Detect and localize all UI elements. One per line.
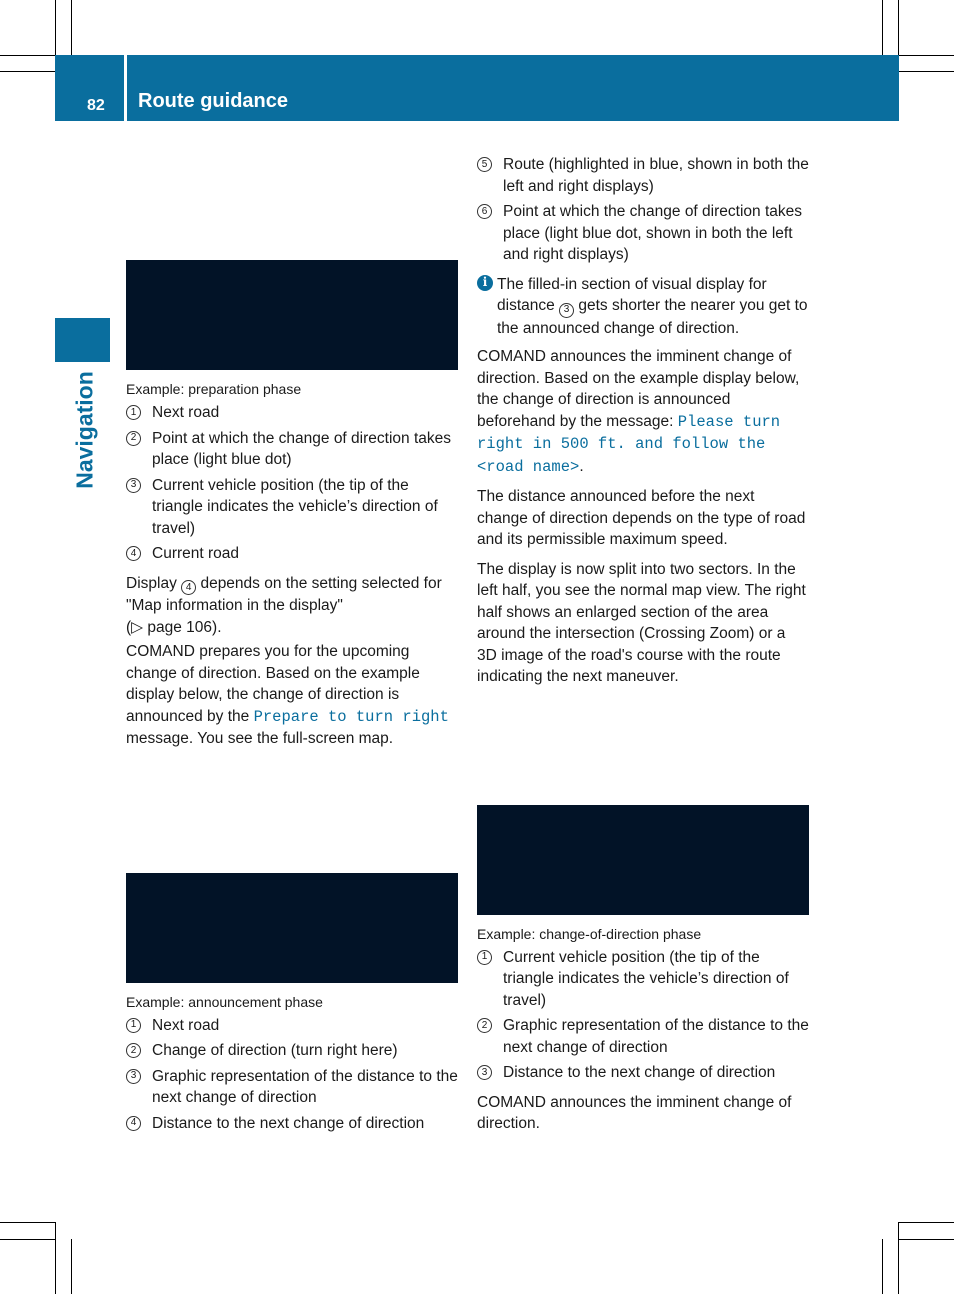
list-item-text: Next road [152, 1016, 220, 1034]
info-note [477, 274, 809, 340]
list-item [477, 1015, 809, 1058]
paragraph: The distance announced before the next change of direction depends on the type of road and its permissible maximum speed. [477, 488, 806, 548]
list-item [126, 1015, 458, 1037]
crop-mark [0, 71, 55, 72]
list-item-text: Current road [152, 545, 240, 562]
list-item-text: Distance to the next change of direction [152, 1114, 425, 1132]
list-item [126, 475, 458, 540]
crop-mark [0, 55, 55, 56]
callout-number: 3 [477, 1065, 492, 1080]
callout-number: 4 [126, 546, 141, 561]
callout-number: 5 [477, 157, 492, 172]
page-number: 82 [87, 97, 105, 114]
list-item [477, 201, 809, 266]
image-placeholder [477, 691, 809, 805]
list-item-text: Current vehicle position (the tip of the triangle indicates the vehicle’s direction of travel) [152, 476, 438, 537]
list-item [126, 1113, 458, 1135]
crop-mark [55, 0, 56, 55]
side-tab [55, 318, 110, 362]
crop-mark [898, 1222, 899, 1294]
crop-mark [55, 1222, 56, 1294]
figure-caption: Example: announcement phase [126, 993, 323, 1010]
image-placeholder [126, 753, 458, 873]
callout-number: 1 [126, 1018, 141, 1033]
callout-number: 1 [477, 950, 492, 965]
figure-caption: Example: change-of-direction phase [477, 925, 702, 942]
list-item [477, 154, 809, 197]
callout-number: 3 [126, 1069, 141, 1084]
list-item [126, 1040, 458, 1062]
list-item-text: Point at which the change of direction takes place (light blue dot) [152, 429, 451, 468]
callout-number: 3 [126, 478, 141, 493]
section-title: Route guidance [138, 90, 289, 112]
callout-number: 3 [559, 303, 574, 318]
list-item [477, 947, 809, 1012]
list-item-text: Current vehicle position (the tip of the triangle indicates the vehicle’s direction of travel) [503, 948, 789, 1009]
callout-number: 1 [126, 405, 141, 420]
list-item-text: Change of direction (turn right here) [152, 1042, 398, 1059]
info-note-text: The filled-in section of visual display for distance 3 gets shorter the nearer you get to the announced change of direction. [497, 275, 808, 337]
system-message: Please turn right in 500 ft. and follow the <road name> [477, 412, 781, 476]
list-item-text: Graphic representation of the distance to the next change of direction [503, 1017, 809, 1056]
callout-number: 2 [126, 431, 141, 446]
crop-mark [882, 1239, 883, 1294]
list-item [126, 428, 458, 471]
display-image-preparation [126, 260, 458, 370]
left-column [126, 140, 458, 1138]
paragraph: COMAND announces the imminent change of direction. Based on the example display below, the change of direction is announced beforehand by the message: Please turn right in 500 ft. and follow the <road name>. [477, 348, 800, 476]
crop-mark [0, 1222, 55, 1223]
paragraph: Display 4 depends on the setting selected for "Map information in the display" (▷ page 106). [126, 574, 442, 636]
crop-mark [899, 55, 954, 56]
info-icon: i [477, 275, 493, 291]
callout-number: 4 [126, 1116, 141, 1131]
callout-number: 6 [477, 204, 492, 219]
list-item [477, 1062, 809, 1084]
paragraph: COMAND prepares you for the upcoming change of direction. Based on the example display below, the change of direction is announced by the Prepare to turn right message. You see the full-screen map. [126, 643, 449, 747]
side-tab-label: Navigation [71, 371, 98, 489]
crop-mark [882, 0, 883, 55]
system-message: Prepare to turn right [253, 707, 449, 726]
crop-mark [71, 0, 72, 55]
paragraph: COMAND announces the imminent change of direction. [477, 1093, 792, 1132]
crop-mark [898, 0, 899, 55]
crop-mark [899, 1222, 954, 1223]
list-item-text: Graphic representation of the distance to the next change of direction [152, 1067, 458, 1106]
paragraph: The display is now split into two sectors. In the left half, you see the normal map view. The right half shows an enlarged section of the area around the intersection (Crossing Zoom) or a 3D image of the road's course with the route indicating the next maneuver. [477, 560, 806, 685]
list-item [126, 402, 458, 424]
list-item-text: Route (highlighted in blue, shown in both the left and right displays) [503, 156, 809, 195]
callout-number: 2 [477, 1018, 492, 1033]
figure-caption: Example: preparation phase [126, 381, 302, 397]
image-placeholder [126, 140, 458, 260]
right-column [477, 154, 809, 1138]
list-item [126, 1066, 458, 1109]
callout-number: 2 [126, 1043, 141, 1058]
callout-number: 4 [181, 580, 196, 595]
list-item-text: Point at which the change of direction takes place (light blue dot, shown in both the left and right displays) [503, 203, 802, 263]
page-reference[interactable]: (▷ page 106). [126, 618, 222, 636]
list-item-text: Next road [152, 404, 220, 421]
crop-mark [71, 1239, 72, 1294]
crop-mark [0, 1239, 55, 1240]
crop-mark [899, 1239, 954, 1240]
list-item-text: Distance to the next change of direction [503, 1064, 776, 1081]
display-image-announcement [126, 873, 458, 983]
list-item [126, 543, 458, 565]
header-separator [124, 55, 127, 121]
display-image-change-of-direction [477, 805, 809, 915]
crop-mark [899, 71, 954, 72]
